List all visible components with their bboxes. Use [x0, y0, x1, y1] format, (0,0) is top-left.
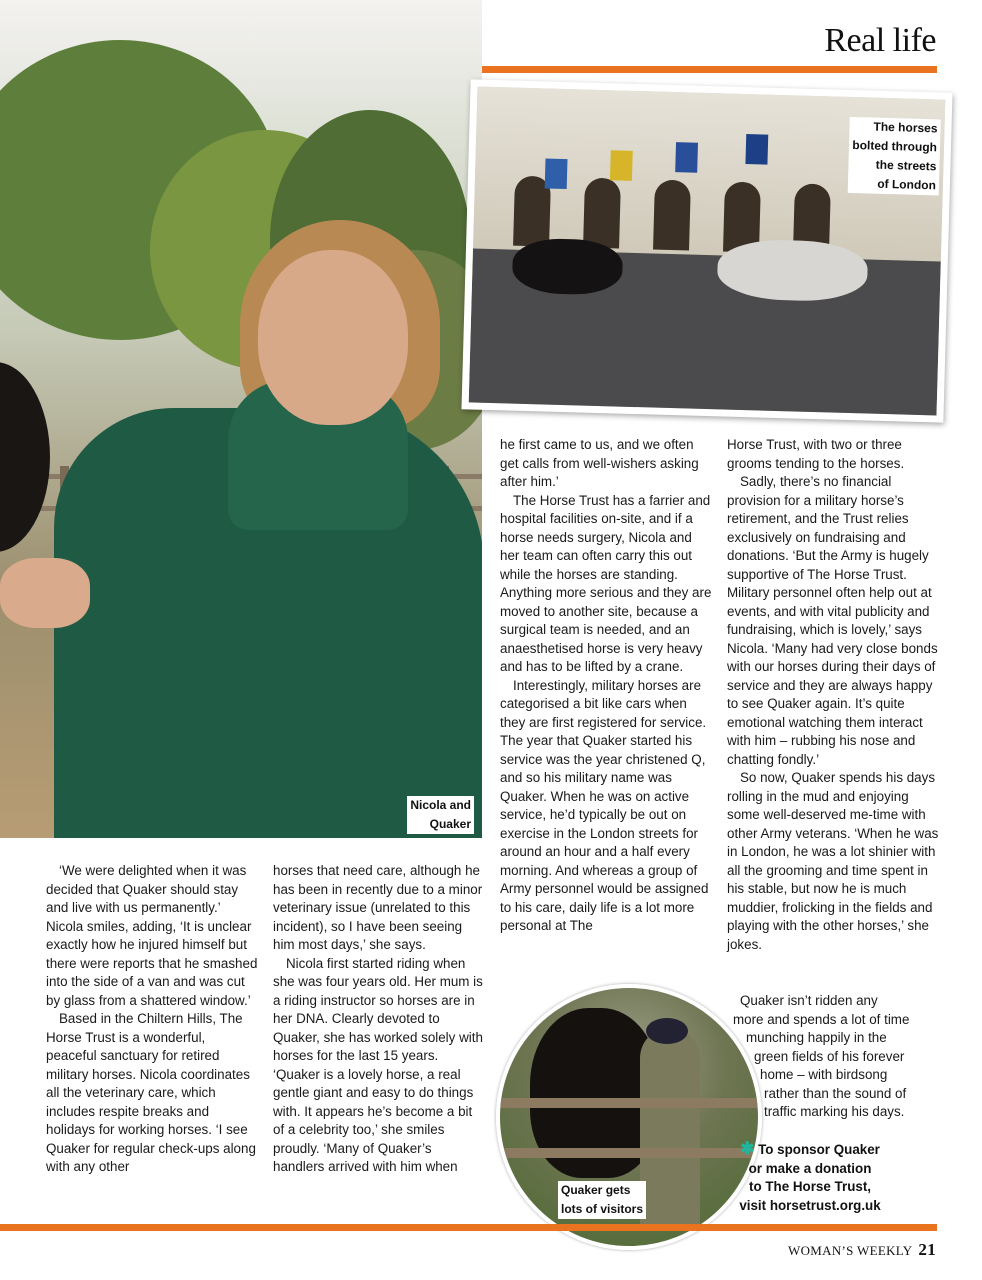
caption-line: The horses	[873, 119, 938, 136]
caption-line: the streets	[875, 157, 937, 174]
wrap-line: more and spends a lot of time	[733, 1011, 910, 1027]
caption-line: Nicola and	[410, 798, 471, 812]
paragraph: Nicola first started riding when she was four years old. Her mum is a riding instructor so horses are in her DNA. Clearly devoted to Quaker, she has worked solely with horses for the last 15 years. ‘Quaker is a lovely horse, a real gentle giant and easy to do things with. It appears he’s become a bit of a celebrity too,’ she smiles proudly. ‘Many of Quaker’s handlers arrived with him when	[273, 955, 483, 1174]
main-photo	[0, 0, 482, 838]
flag	[675, 142, 698, 173]
footer	[788, 1240, 936, 1260]
main-photo-caption	[407, 796, 474, 834]
london-photo-inner	[469, 87, 946, 416]
sponsor-link[interactable]: visit horsetrust.org.uk	[739, 1197, 881, 1213]
arch	[653, 180, 691, 251]
paragraph: Based in the Chiltern Hills, The Horse Trust is a wonderful, peaceful sanctuary for retired military horses. Nicola coordinates all the veterinary care, which includes respite breaks and holidays for working horses. ‘I see Quaker for regular check-ups along with any other	[46, 1011, 256, 1174]
sponsor-line	[726, 1140, 894, 1160]
article-column-1	[46, 862, 258, 1177]
wrap-line: munching happily in the	[746, 1030, 887, 1045]
flag	[545, 158, 568, 189]
paragraph: he first came to us, and we often get calls from well-wishers asking after him.’	[500, 437, 699, 489]
wrap-line: home – with birdsong	[760, 1067, 888, 1082]
quaker-photo-caption	[558, 1181, 646, 1219]
wrap-line: green fields of his forever	[754, 1048, 905, 1064]
paragraph: horses that need care, although he has been in recently due to a minor veterinary issue (unrelated to this incident), so I have been seeing him most days,’ she says.	[273, 863, 483, 952]
soldier-beret	[646, 1018, 688, 1044]
sponsor-line: or make a donation	[748, 1160, 872, 1176]
paragraph: Interestingly, military horses are categorised a bit like cars when they are first registered for service. The year that Quaker started his service was the year christened Q, and so his military name was Quaker. When he was on active service, he’d typically be out on exercise in the London streets for around an hour and a half every morning. And whereas a group of Army personnel would be assigned to his care, daily life is a lot more personal at The	[500, 677, 709, 933]
caption-line: lots of visitors	[561, 1202, 644, 1216]
sponsor-text: To sponsor Quaker	[758, 1142, 880, 1157]
wrap-line: Quaker isn’t ridden any	[740, 993, 878, 1008]
section-title: Real life	[824, 22, 936, 59]
paragraph: Horse Trust, with two or three grooms tending to the horses.	[727, 437, 905, 471]
sponsor-note	[726, 1140, 894, 1215]
wrap-line: traffic marking his days.	[764, 1104, 905, 1119]
flag	[745, 134, 768, 165]
sponsor-line: to The Horse Trust,	[748, 1179, 872, 1194]
paragraph: ‘We were delighted when it was decided that Quaker should stay and live with us permanently.’ Nicola smiles, adding, ‘It is unclear exactly how he injured himself but there were reports that he smashed into the side of a van and was cut by glass from a shattered window.’	[46, 863, 258, 1008]
magazine-name: WOMAN’S WEEKLY	[788, 1243, 913, 1258]
wrap-line: rather than the sound of	[764, 1085, 907, 1101]
london-photo	[461, 79, 952, 422]
article-column-3	[500, 436, 712, 936]
top-orange-rule	[482, 66, 937, 73]
asterisk-icon: ✱	[740, 1139, 755, 1158]
woman-face	[258, 250, 408, 425]
wooden-fence	[500, 1148, 758, 1158]
paragraph: The Horse Trust has a farrier and hospital facilities on-site, and if a horse needs surgery, Nicola and her team can often carry this out while the horses are standing. Anything more serious and they are moved to another site, because a surgical team is needed, and an anaesthetised horse is very heavy and has to be lifted by a crane.	[500, 492, 712, 674]
caption-line: of London	[877, 176, 937, 193]
caption-line: Quaker	[429, 817, 471, 831]
article-column-2	[273, 862, 485, 1177]
paragraph: Sadly, there’s no financial provision for a military horse’s retirement, and the Trust relies exclusively on fundraising and donations. ‘But the Army is hugely supportive of The Horse Trust. Military personnel often help out at events, and with vital publicity and fundraising, which is lovely,’ says Nicola. ‘Many had very close bonds with our horses during their days of service and they are always happy to see Quaker again. It’s quite emotional watching them interact with him – rubbing his nose and chatting fondly.’	[727, 474, 938, 767]
arch	[583, 178, 621, 249]
bottom-orange-rule	[0, 1224, 937, 1231]
soldier	[640, 1028, 700, 1228]
article-column-4	[727, 436, 939, 954]
paragraph: So now, Quaker spends his days rolling in the mud and enjoying some well-deserved me-time with other Army veterans. ‘When he was in London, he was a lot shinier with all the grooming and time spent in his stable, but now he is much muddier, frolicking in the fields and playing with the other horses,’ she jokes.	[727, 770, 939, 952]
hand	[0, 558, 90, 628]
caption-line: Quaker gets	[561, 1183, 631, 1197]
black-horse	[512, 238, 623, 296]
wooden-fence	[500, 1098, 758, 1108]
quaker-photo	[496, 984, 762, 1250]
london-photo-caption	[848, 117, 941, 196]
page-number: 21	[918, 1240, 936, 1259]
caption-line: bolted through	[852, 138, 938, 155]
flag	[610, 150, 633, 181]
